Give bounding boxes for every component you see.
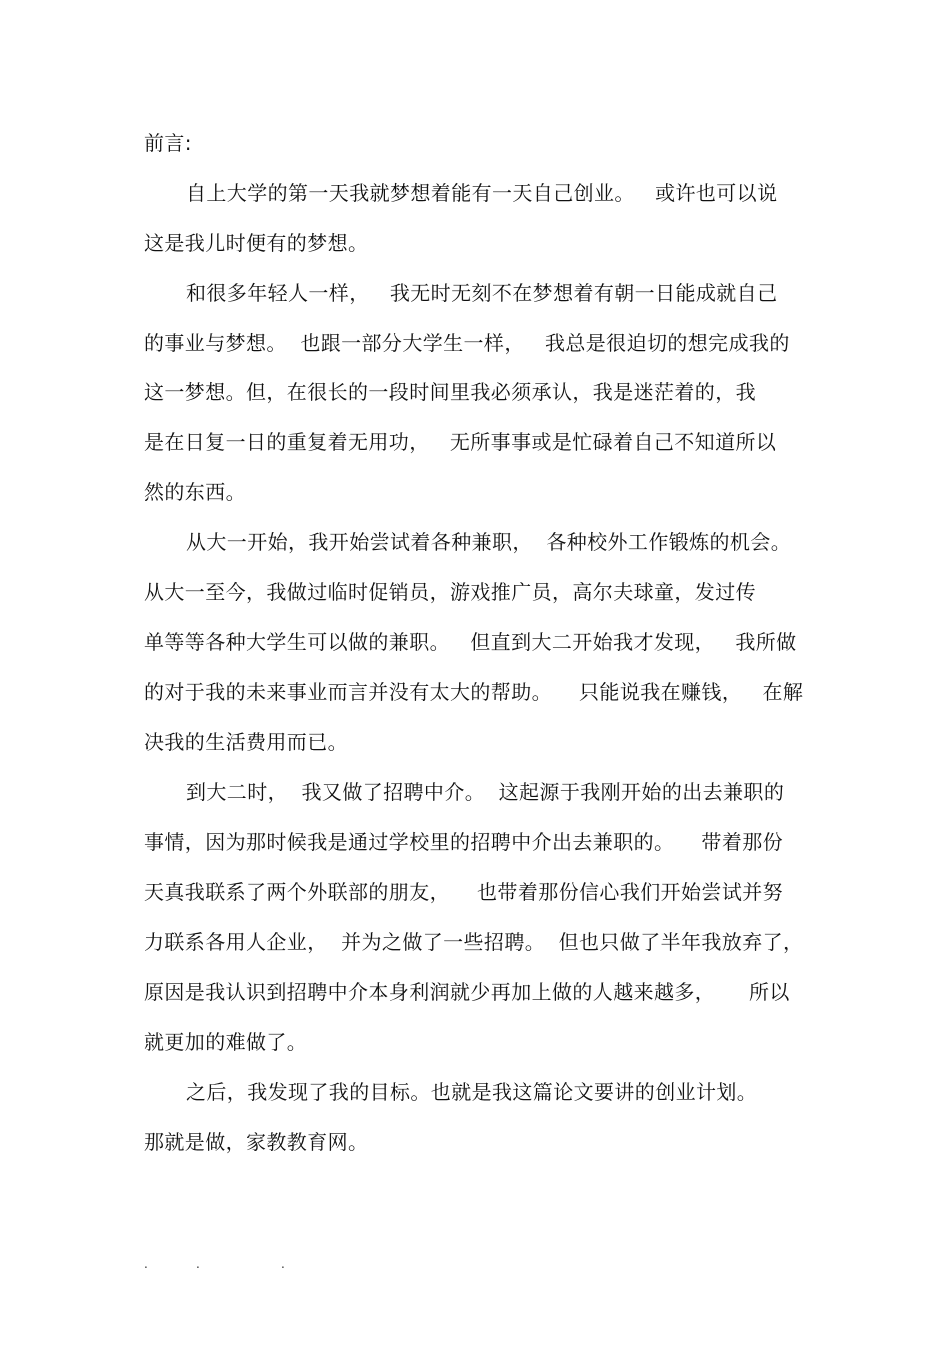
- paragraph-1-line-2: 这是我儿时便有的梦想。: [144, 231, 369, 255]
- paragraph-3-line-1: 从大一开始，我开始尝试着各种兼职， 各种校外工作锻炼的机会。: [186, 530, 792, 554]
- paragraph-4-line-1: 到大二时， 我又做了招聘中介。 这起源于我刚开始的出去兼职的: [186, 780, 785, 804]
- paragraph-3-line-2: 从大一至今，我做过临时促销员，游戏推广员，高尔夫球童，发过传: [144, 580, 756, 604]
- paragraph-2-line-2: 的事业与梦想。 也跟一部分大学生一样， 我总是很迫切的想完成我的: [144, 331, 790, 355]
- paragraph-4-line-4: 力联系各用人企业， 并为之做了一些招聘。 但也只做了半年我放弃了，: [144, 930, 804, 954]
- paragraph-3-line-5: 决我的生活费用而已。: [144, 730, 348, 754]
- paragraph-3-line-4: 的对于我的未来事业而言并没有太大的帮助。 只能说我在赚钱， 在解: [144, 680, 804, 704]
- footer-mark: .: [196, 1257, 200, 1271]
- paragraph-2-line-3: 这一梦想。但，在很长的一段时间里我必须承认，我是迷茫着的，我: [144, 380, 756, 404]
- paragraph-4-line-5: 原因是我认识到招聘中介本身利润就少再加上做的人越来越多， 所以: [144, 980, 790, 1004]
- paragraph-5-line-1: 之后，我发现了我的目标。也就是我这篇论文要讲的创业计划。: [186, 1080, 758, 1104]
- paragraph-4-line-2: 事情，因为那时候我是通过学校里的招聘中介出去兼职的。 带着那份: [144, 830, 784, 854]
- footer-mark: .: [144, 1257, 148, 1271]
- paragraph-2-line-1: 和很多年轻人一样， 我无时无刻不在梦想着有朝一日能成就自己: [186, 281, 778, 305]
- paragraph-1-line-1: 自上大学的第一天我就梦想着能有一天自己创业。 或许也可以说: [186, 181, 778, 205]
- heading: 前言:: [144, 131, 192, 155]
- paragraph-4-line-6: 就更加的难做了。: [144, 1030, 308, 1054]
- paragraph-4-line-3: 天真我联系了两个外联部的朋友， 也带着那份信心我们开始尝试并努: [144, 880, 784, 904]
- footer-mark: .: [281, 1257, 285, 1271]
- paragraph-3-line-3: 单等等各种大学生可以做的兼职。 但直到大二开始我才发现， 我所做: [144, 630, 797, 654]
- paragraph-2-line-5: 然的东西。: [144, 480, 246, 504]
- paragraph-5-line-2: 那就是做，家教教育网。: [144, 1130, 369, 1154]
- paragraph-2-line-4: 是在日复一日的重复着无用功， 无所事事或是忙碌着自己不知道所以: [144, 430, 777, 454]
